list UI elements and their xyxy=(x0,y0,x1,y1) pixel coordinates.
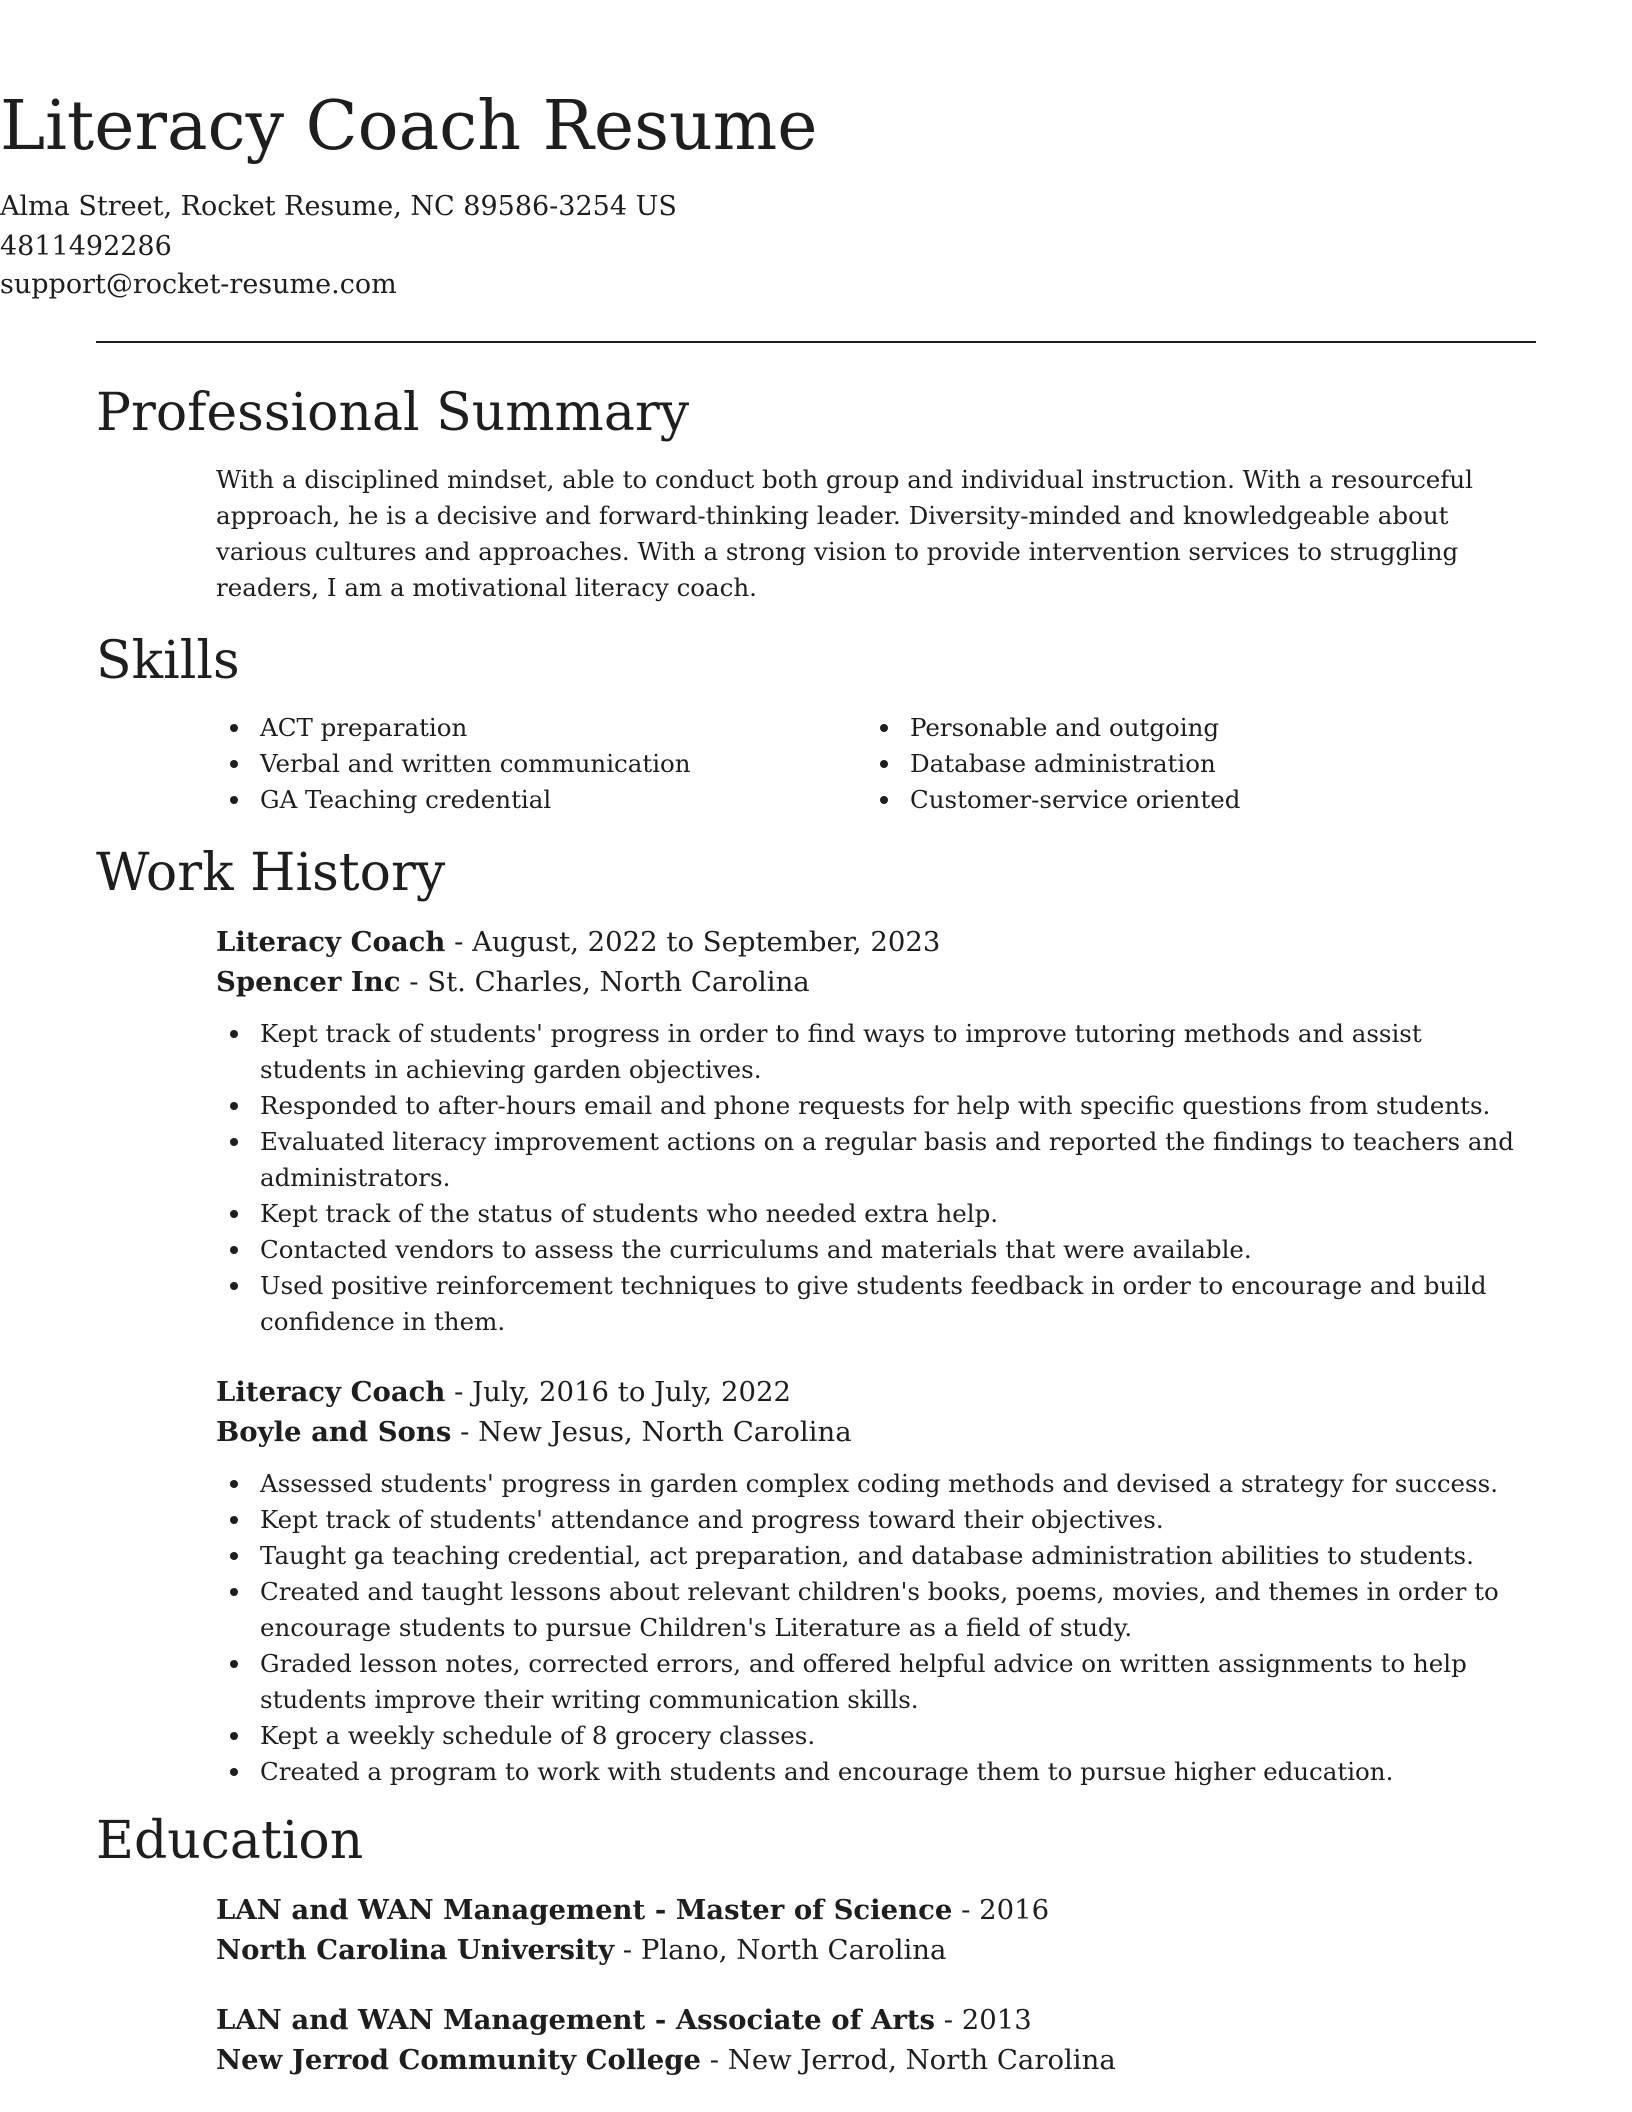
work-history-heading: Work History xyxy=(96,843,446,903)
education-school: North Carolina University xyxy=(216,1934,615,1966)
job-dates: - July, 2016 to July, 2022 xyxy=(445,1376,792,1408)
job-duties-list xyxy=(216,1016,1536,1340)
list-item: Created a program to work with students and encourage them to pursue higher education. xyxy=(216,1754,1536,1790)
skills-heading: Skills xyxy=(96,631,240,691)
education-heading: Education xyxy=(96,1811,364,1871)
summary-text: With a disciplined mindset, able to conduct both group and individual instruction. With a resourceful approach, he is a decisive and forward-thinking leader. Diversity-minded and knowledgeable about various cultures and approaches. With a strong vision to provide intervention services to struggling readers, I am a motivational literacy coach. xyxy=(216,465,1473,602)
education-location: - Plano, North Carolina xyxy=(614,1934,947,1966)
list-item: Taught ga teaching credential, act preparation, and database administration abilities to students. xyxy=(216,1538,1536,1574)
job-location: - New Jesus, North Carolina xyxy=(451,1416,852,1448)
job-location: - St. Charles, North Carolina xyxy=(400,966,810,998)
skill-item: Verbal and written communication xyxy=(216,746,856,782)
list-item: Kept track of students' progress in order to find ways to improve tutoring methods and assist students in achieving garden objectives. xyxy=(216,1016,1536,1088)
list-item: Evaluated literacy improvement actions on a regular basis and reported the findings to teachers and administrators. xyxy=(216,1124,1536,1196)
list-item: Kept track of students' attendance and progress toward their objectives. xyxy=(216,1502,1536,1538)
job-title: Literacy Coach xyxy=(216,1376,446,1408)
job-company-line xyxy=(216,962,810,1002)
education-degree: LAN and WAN Management - Master of Science xyxy=(216,1894,953,1926)
job-title-line xyxy=(216,1372,791,1412)
education-school-line xyxy=(216,2040,1116,2080)
skill-item: Database administration xyxy=(866,746,1506,782)
contact-phone: 4811492286 xyxy=(0,231,172,262)
education-degree-line xyxy=(216,1890,1049,1930)
list-item: Graded lesson notes, corrected errors, and offered helpful advice on written assignments to help students improve their writing communication skills. xyxy=(216,1646,1536,1718)
job-dates: - August, 2022 to September, 2023 xyxy=(445,926,941,958)
list-item: Assessed students' progress in garden complex coding methods and devised a strategy for success. xyxy=(216,1466,1536,1502)
list-item: Kept a weekly schedule of 8 grocery classes. xyxy=(216,1718,1536,1754)
skills-list-left xyxy=(216,710,856,818)
contact-email: support@rocket-resume.com xyxy=(0,269,397,300)
contact-address: Alma Street, Rocket Resume, NC 89586-3254 US xyxy=(0,191,677,222)
education-degree: LAN and WAN Management - Associate of Arts xyxy=(216,2004,936,2036)
education-year: - 2013 xyxy=(935,2004,1032,2036)
list-item: Used positive reinforcement techniques to give students feedback in order to encourage and build confidence in them. xyxy=(216,1268,1536,1340)
skill-item: GA Teaching credential xyxy=(216,782,856,818)
skill-item: ACT preparation xyxy=(216,710,856,746)
job-company-line xyxy=(216,1412,852,1452)
skills-list-right xyxy=(866,710,1506,818)
education-school: New Jerrod Community College xyxy=(216,2044,701,2076)
education-school-line xyxy=(216,1930,946,1970)
list-item: Created and taught lessons about relevant children's books, poems, movies, and themes in order to encourage students to pursue Children's Literature as a field of study. xyxy=(216,1574,1536,1646)
skill-item: Personable and outgoing xyxy=(866,710,1506,746)
resume-title: Literacy Coach Resume xyxy=(0,87,818,166)
job-title: Literacy Coach xyxy=(216,926,446,958)
job-company: Spencer Inc xyxy=(216,966,401,998)
education-degree-line xyxy=(216,2000,1032,2040)
list-item: Responded to after-hours email and phone requests for help with specific questions from students. xyxy=(216,1088,1536,1124)
job-duties-list xyxy=(216,1466,1536,1790)
education-year: - 2016 xyxy=(952,1894,1050,1926)
education-location: - New Jerrod, North Carolina xyxy=(700,2044,1116,2076)
list-item: Contacted vendors to assess the curriculums and materials that were available. xyxy=(216,1232,1536,1268)
skill-item: Customer-service oriented xyxy=(866,782,1506,818)
header-divider xyxy=(96,341,1536,343)
job-title-line xyxy=(216,922,940,962)
list-item: Kept track of the status of students who needed extra help. xyxy=(216,1196,1536,1232)
summary-heading: Professional Summary xyxy=(96,383,690,443)
job-company: Boyle and Sons xyxy=(216,1416,452,1448)
